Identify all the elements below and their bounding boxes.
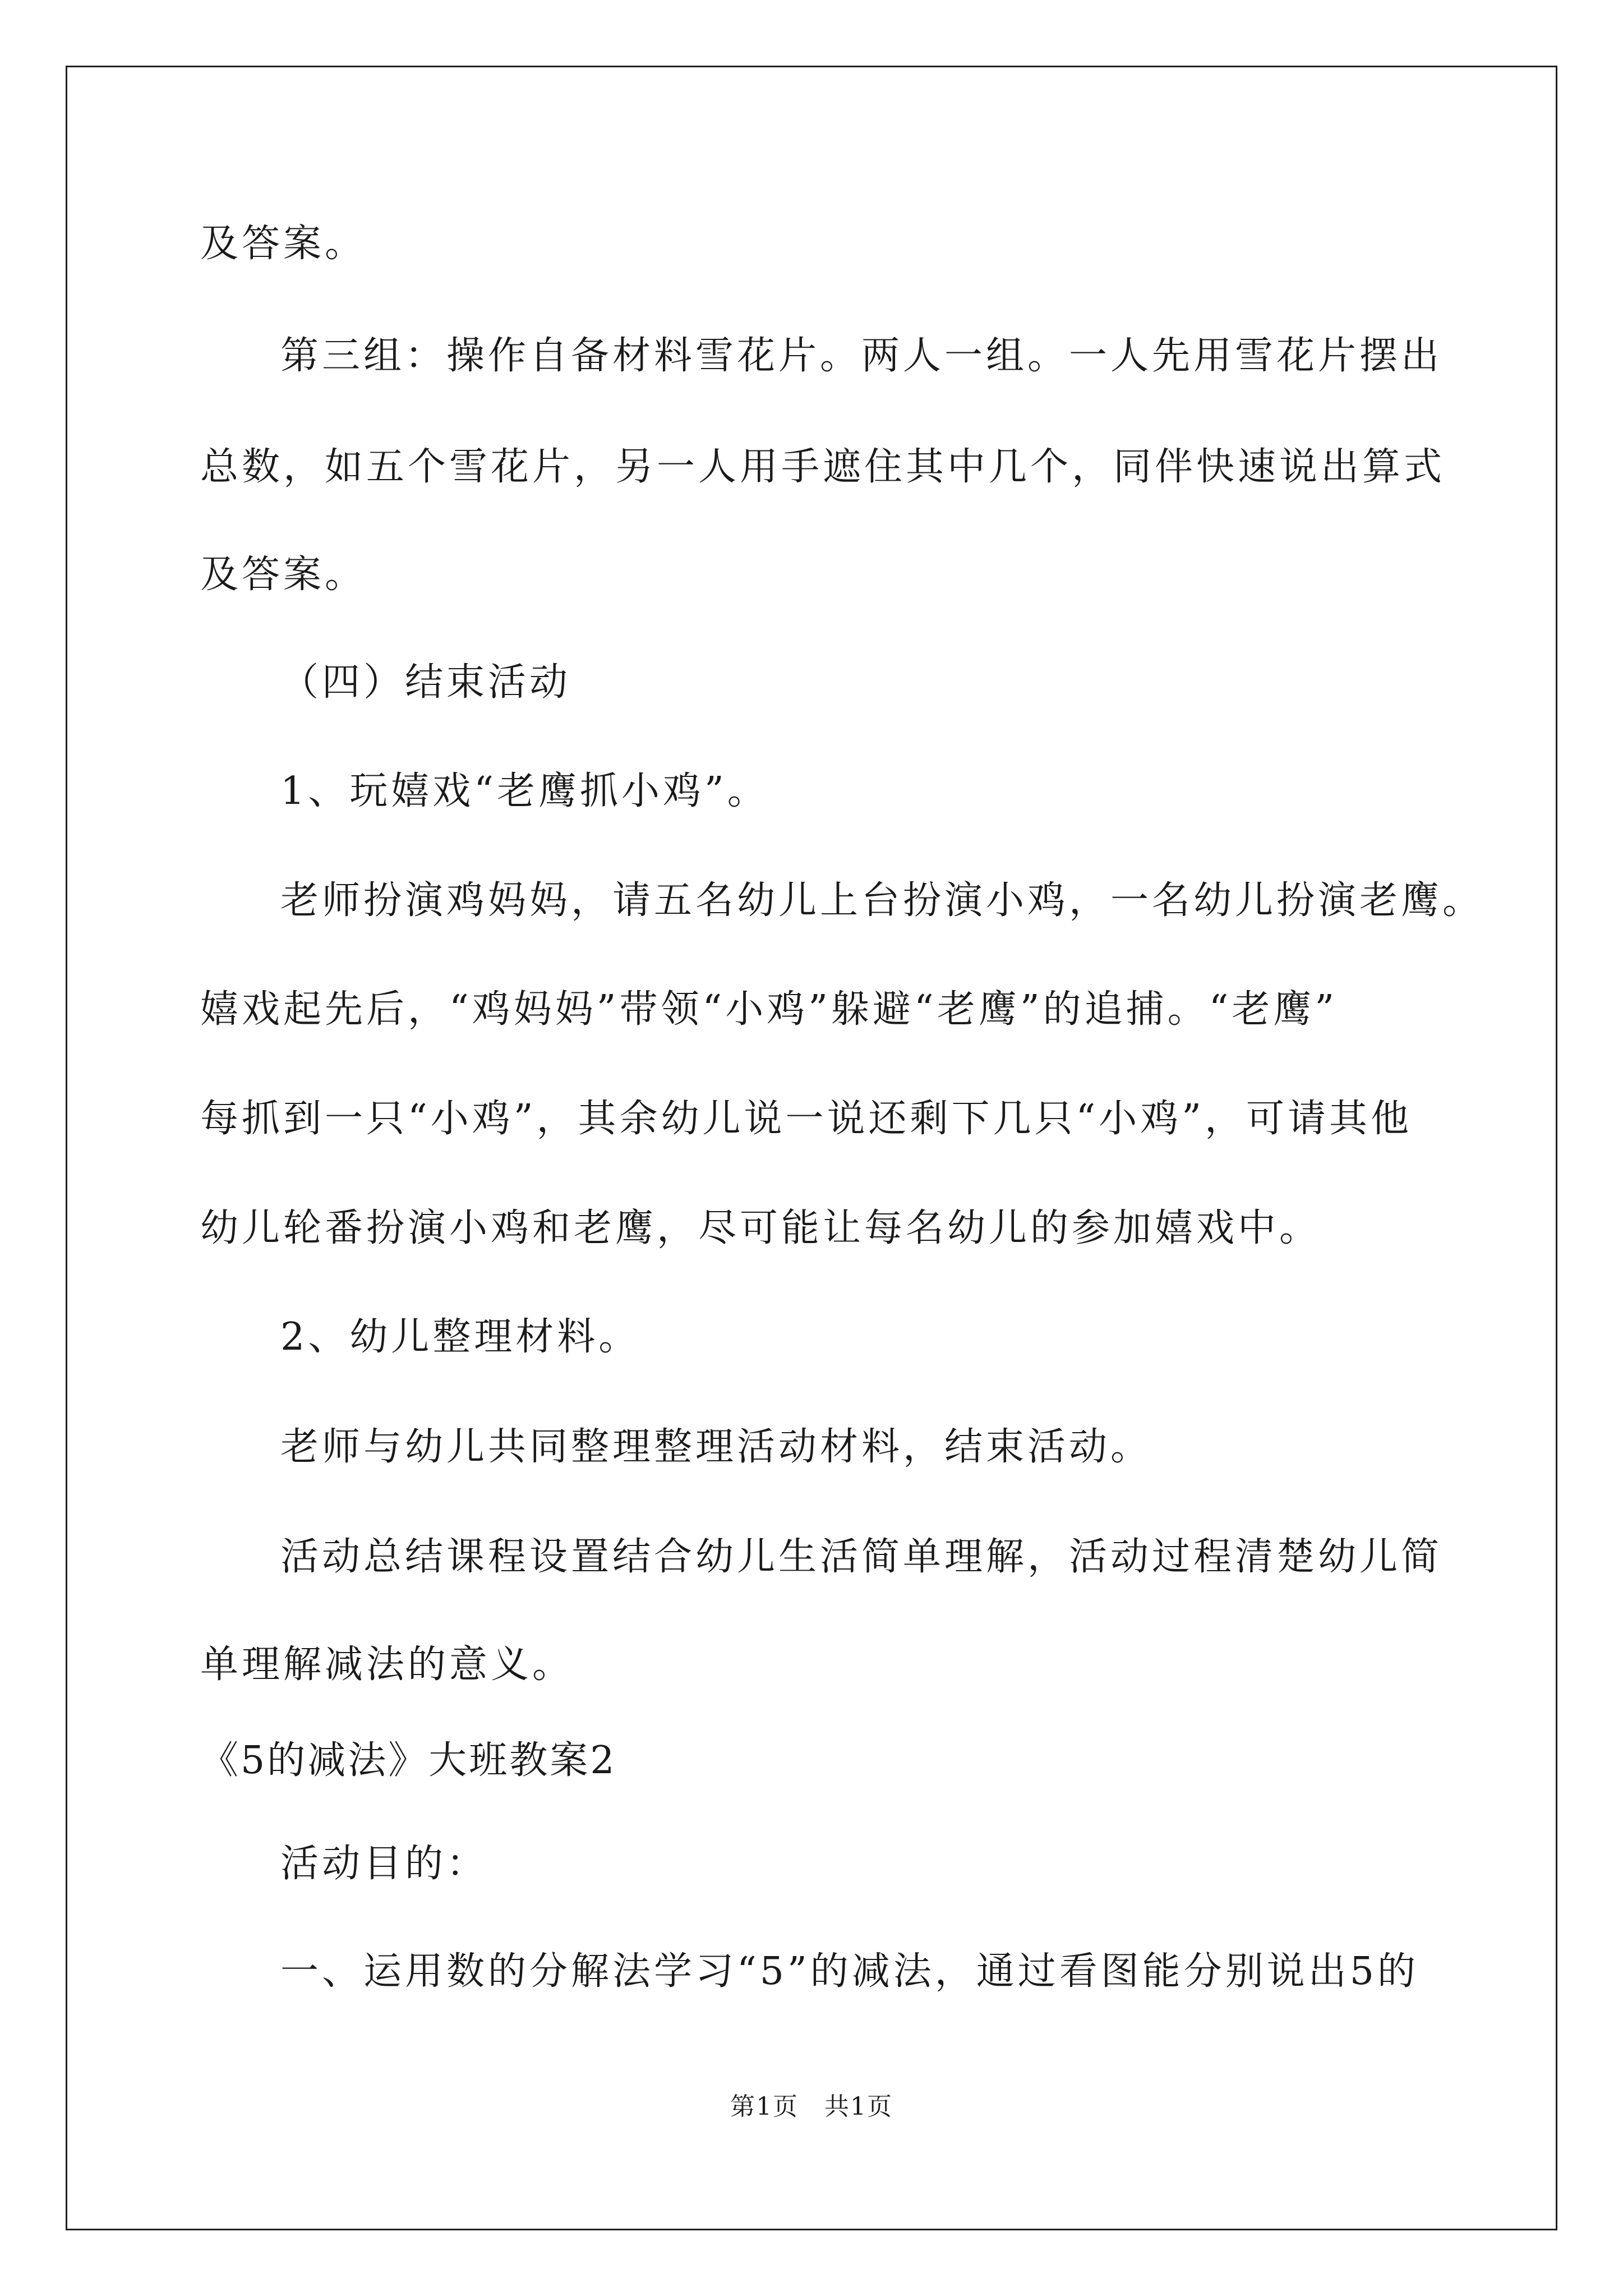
section-heading: （四）结束活动: [280, 660, 571, 705]
text-line: 幼儿轮番扮演小鸡和老鹰，尽可能让每名幼儿的参加嬉戏中。: [200, 1206, 1321, 1250]
text-line: 活动总结课程设置结合幼儿生活简单理解，活动过程清楚幼儿简: [280, 1535, 1443, 1579]
text-line: 老师与幼儿共同整理整理活动材料，结束活动。: [280, 1425, 1152, 1469]
text-line: 单理解减法的意义。: [200, 1642, 574, 1687]
text-line: 及答案。: [200, 222, 367, 266]
text-line: 及答案。: [200, 553, 367, 597]
text-line: 嬉戏起先后，“鸡妈妈”带领“小鸡”躲避“老鹰”的追捕。“老鹰”: [200, 987, 1338, 1032]
text-line: 第三组：操作自备材料雪花片。两人一组。一人先用雪花片摆出: [280, 334, 1443, 378]
text-line: 老师扮演鸡妈妈，请五名幼儿上台扮演小鸡，一名幼儿扮演老鹰。: [280, 878, 1484, 923]
text-line: 1、玩嬉戏“老鹰抓小鸡”。: [280, 769, 769, 813]
text-line: 总数，如五个雪花片，另一人用手遮住其中几个，同伴快速说出算式: [200, 445, 1446, 489]
page-number-footer: 第1页 共1页: [730, 2092, 893, 2121]
text-line: 每抓到一只“小鸡”，其余幼儿说一说还剩下几只“小鸡”，可请其他: [200, 1097, 1413, 1141]
text-line: 2、幼儿整理材料。: [280, 1315, 640, 1359]
text-line: 一、运用数的分解法学习“5”的减法，通过看图能分别说出5的: [280, 1949, 1419, 1994]
text-line: 活动目的：: [280, 1842, 488, 1886]
page-border: [66, 66, 1557, 2230]
lesson-title: 《5的减法》大班教案2: [200, 1738, 617, 1783]
